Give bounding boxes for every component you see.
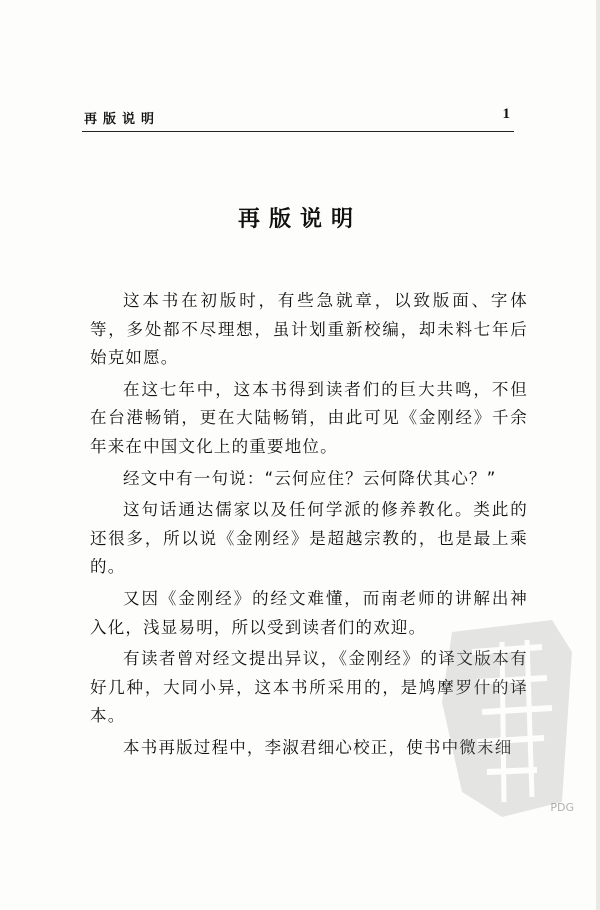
page-number: 1	[502, 106, 510, 122]
header-rule	[82, 131, 514, 132]
running-head-title: 再版说明	[84, 112, 161, 127]
body-text	[90, 287, 528, 766]
watermark-label: PDG	[550, 801, 574, 814]
paragraph-6: 有读者曾对经文提出异议，《金刚经》的译文版本有好几种，大同小异，这本书所采用的，是鸠摩罗什的译本。	[90, 649, 528, 726]
paragraph-2: 在这七年中，这本书得到读者们的巨大共鸣，不但在台港畅销，更在大陆畅销，由此可见《金刚经》千余年来在中国文化上的重要地位。	[90, 379, 528, 456]
running-head	[84, 108, 514, 130]
paragraph-7: 本书再版过程中，李淑君细心校正，使书中微末细	[123, 737, 513, 757]
page-edge	[596, 0, 600, 910]
paragraph-3: 经文中有一句说：“云何应住？云何降伏其心？”	[123, 468, 497, 488]
paragraph-5: 又因《金刚经》的经文难懂，而南老师的讲解出神入化，浅显易明，所以受到读者们的欢迎。	[90, 588, 528, 637]
paragraph-4: 这句话通达儒家以及任何学派的修养教化。类此的还很多，所以说《金刚经》是超越宗教的，也是最上乘的。	[90, 500, 528, 577]
paragraph-1: 这本书在初版时，有些急就章，以致版面、字体等，多处都不尽理想，虽计划重新校编，却未料七年后始克如愿。	[90, 291, 528, 368]
page-title: 再版说明	[237, 207, 362, 232]
